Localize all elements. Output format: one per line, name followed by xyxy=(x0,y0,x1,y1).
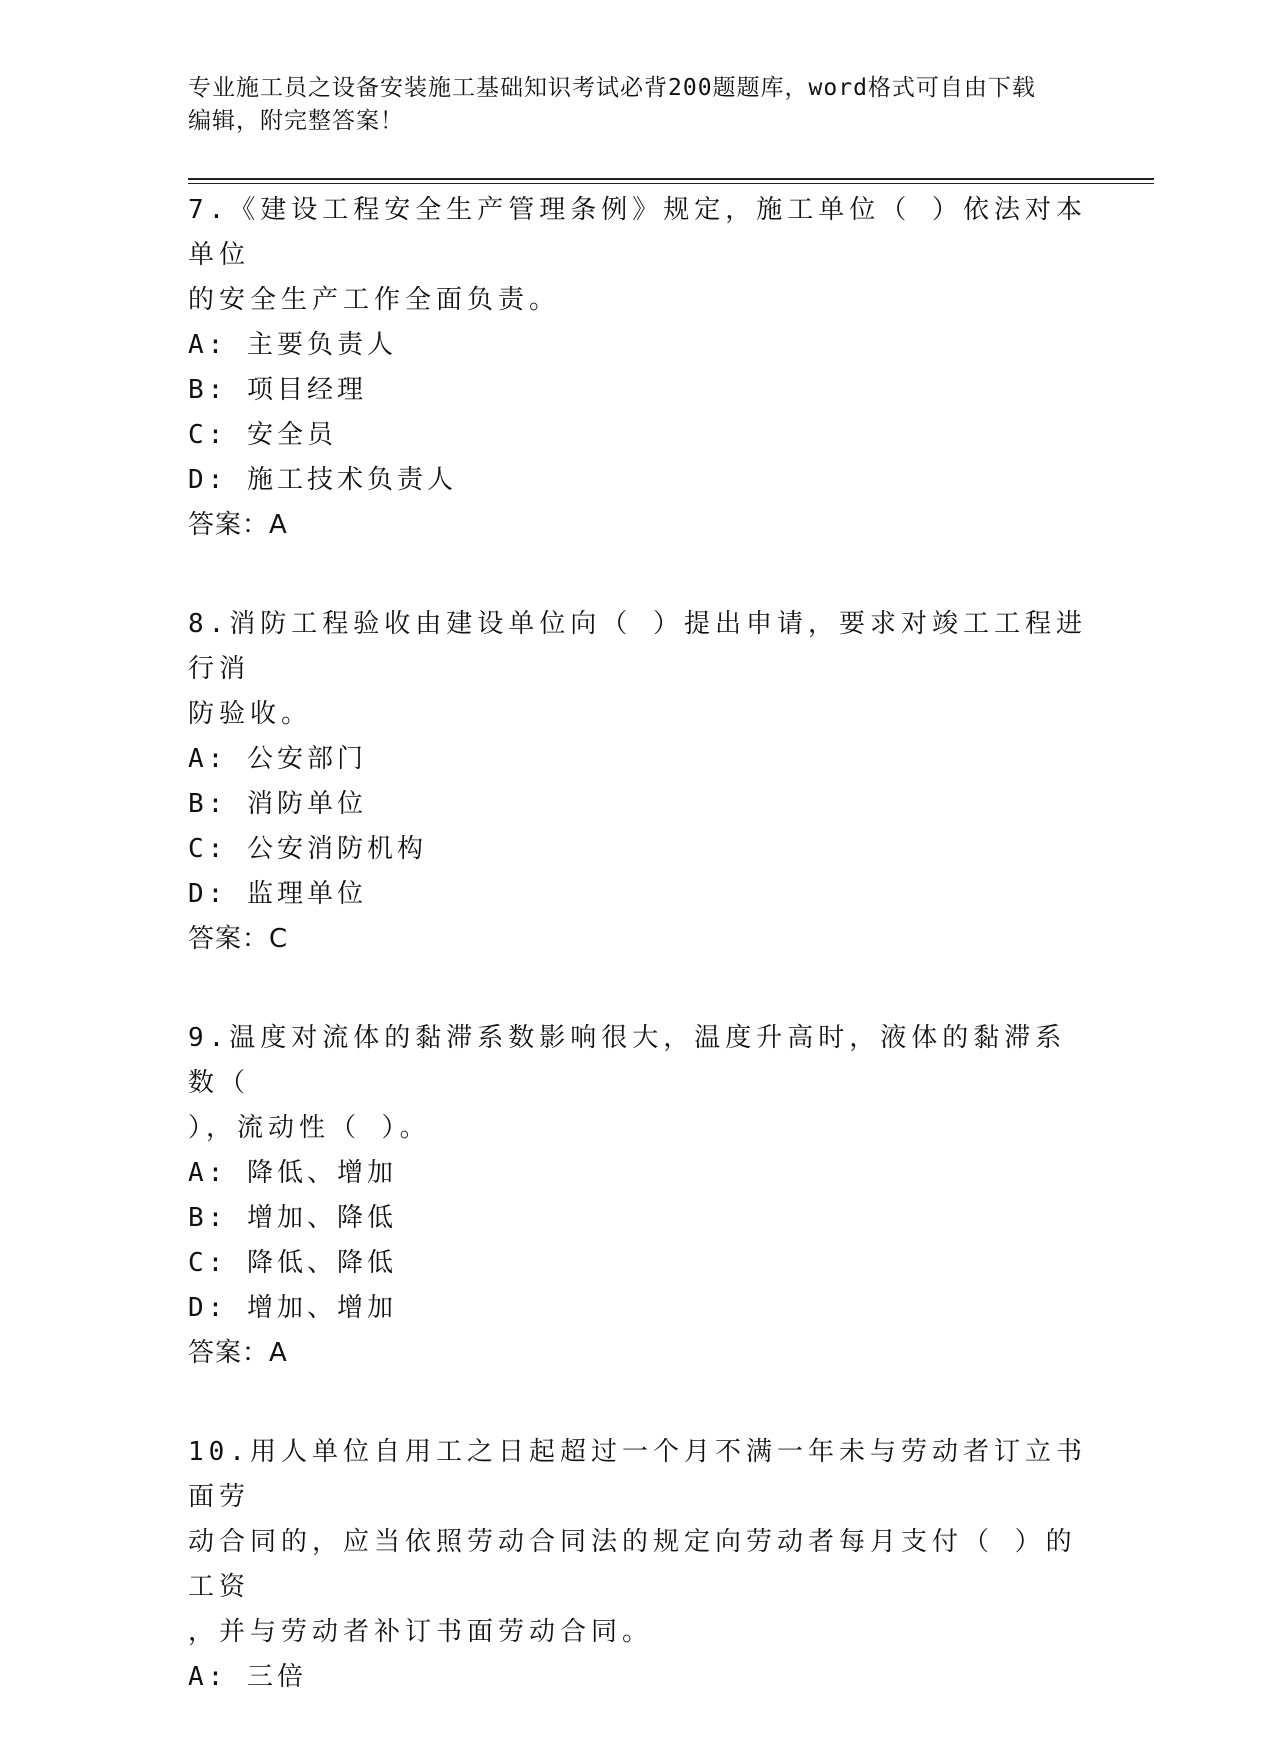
header-line-1: 专业施工员之设备安装施工基础知识考试必背200题题库，word格式可自由下载 xyxy=(188,75,1036,101)
header-divider xyxy=(188,178,1154,184)
question-9 xyxy=(188,1016,1088,1376)
question-text xyxy=(188,1430,1088,1655)
option-c: C: 公安消防机构 xyxy=(188,834,427,864)
option-c: C: 安全员 xyxy=(188,420,337,450)
question-text-line: ），流动性（ ）。 xyxy=(188,1113,431,1143)
question-8 xyxy=(188,602,1088,962)
question-text-line: ，并与劳动者补订书面劳动合同。 xyxy=(188,1617,654,1647)
option-d: D: 监理单位 xyxy=(188,879,367,909)
option-b: B: 消防单位 xyxy=(188,789,367,819)
question-text-line: 的安全生产工作全面负责。 xyxy=(188,285,561,315)
answer: 答案：C xyxy=(188,924,289,954)
question-text-line: 9.温度对流体的黏滞系数影响很大，温度升高时，液体的黏滞系数（ xyxy=(188,1023,1067,1098)
option-a: A: 公安部门 xyxy=(188,744,367,774)
header-line-2: 编辑，附完整答案！ xyxy=(188,108,404,134)
question-text xyxy=(188,188,1088,323)
question-text xyxy=(188,602,1088,737)
option-d: D: 施工技术负责人 xyxy=(188,465,457,495)
question-text-line: 7.《建设工程安全生产管理条例》规定，施工单位（ ）依法对本单位 xyxy=(188,195,1087,270)
question-10 xyxy=(188,1430,1088,1700)
option-c: C: 降低、降低 xyxy=(188,1248,397,1278)
question-text-line: 动合同的，应当依照劳动合同法的规定向劳动者每月支付（ ）的工资 xyxy=(188,1527,1077,1602)
option-a: A: 主要负责人 xyxy=(188,330,397,360)
question-text-line: 10.用人单位自用工之日起超过一个月不满一年未与劳动者订立书面劳 xyxy=(188,1437,1087,1512)
question-list xyxy=(188,188,1088,1754)
question-7 xyxy=(188,188,1088,548)
option-b: B: 增加、降低 xyxy=(188,1203,397,1233)
option-b: B: 项目经理 xyxy=(188,375,367,405)
answer: 答案：A xyxy=(188,1338,288,1368)
document-header xyxy=(188,72,1088,138)
question-text xyxy=(188,1016,1088,1151)
option-a: A: 降低、增加 xyxy=(188,1158,397,1188)
option-a: A: 三倍 xyxy=(188,1662,307,1692)
question-text-line: 8.消防工程验收由建设单位向（ ）提出申请，要求对竣工工程进行消 xyxy=(188,609,1087,684)
answer: 答案：A xyxy=(188,510,288,540)
question-text-line: 防验收。 xyxy=(188,699,313,729)
option-d: D: 增加、增加 xyxy=(188,1293,397,1323)
